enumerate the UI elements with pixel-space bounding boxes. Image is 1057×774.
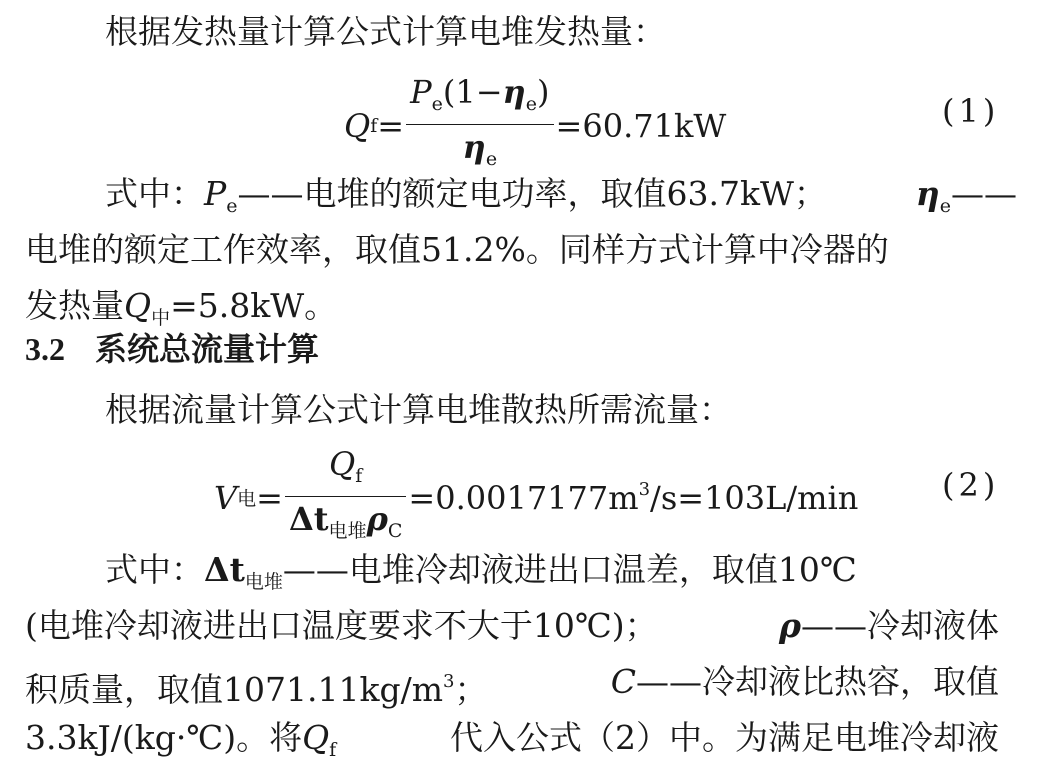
text-temp-diff: ——电堆冷却液进出口温差，取值10℃ bbox=[282, 550, 857, 589]
eq2-sub-dian: 电 bbox=[237, 488, 257, 510]
sub-diandui: 电堆 bbox=[244, 571, 283, 593]
eq1-sub-e: e bbox=[431, 93, 443, 115]
eq1-sub-e2: e bbox=[525, 93, 538, 115]
sub-zhong: 中 bbox=[151, 307, 171, 329]
equation-1 bbox=[344, 74, 726, 177]
symbol-rho: ρ bbox=[779, 606, 801, 645]
section-title: 系统总流量计算 bbox=[95, 330, 320, 368]
text-efficiency: 电堆的额定工作效率，取值51.2%。同样方式计算中冷器的 bbox=[25, 230, 889, 269]
text-semicolon: ； bbox=[454, 670, 488, 709]
sub-f: f bbox=[329, 739, 337, 761]
paragraph-line-10 bbox=[0, 604, 1057, 648]
eq2-denominator bbox=[285, 497, 406, 549]
paragraph-line-1 bbox=[0, 10, 1057, 54]
symbol-Q-zhong: Q bbox=[124, 286, 152, 325]
eq1-equals: = bbox=[377, 106, 405, 145]
text-line12-lead bbox=[25, 716, 336, 772]
symbol-C: C bbox=[610, 662, 636, 701]
eq1-symbol-eta: η bbox=[502, 73, 526, 111]
eq1-den-eta: η bbox=[462, 128, 486, 166]
text-coolant-density-label: ——冷却液体 bbox=[801, 606, 999, 645]
text-density-value: 积质量，取值1071.11kg/m bbox=[25, 670, 443, 709]
eq1-result: =60.71kW bbox=[555, 106, 727, 145]
eq2-fraction bbox=[285, 446, 406, 549]
text-line11-lead bbox=[25, 660, 487, 712]
text-specific-heat: ——冷却液比热容，取值 bbox=[636, 662, 999, 701]
eq1-symbol-Q: Q bbox=[344, 106, 371, 145]
eq2-result-tail: /s=103L/min bbox=[650, 478, 859, 517]
symbol-P: P bbox=[204, 174, 227, 213]
eq1-den-sub-e: e bbox=[485, 148, 498, 170]
eq2-result-sup: 3 bbox=[638, 478, 651, 500]
paragraph-line-3 bbox=[0, 172, 1057, 228]
text-shizhong-1: 式中： bbox=[105, 174, 204, 213]
sup-3: 3 bbox=[443, 671, 455, 692]
sub-e-eta: e bbox=[939, 195, 951, 217]
eq2-symbol-Q: Q bbox=[329, 445, 356, 483]
text-line11-tail bbox=[611, 660, 999, 712]
eq1-denominator bbox=[459, 125, 502, 177]
eq1-fraction bbox=[406, 74, 553, 177]
paragraph-line-7 bbox=[0, 388, 1057, 432]
symbol-Q-f: Q bbox=[302, 718, 330, 757]
eq1-paren-close: ) bbox=[537, 73, 550, 111]
eq1-symbol-P: P bbox=[410, 73, 432, 111]
text-intro-heat: 根据发热量计算公式计算电堆发热量： bbox=[105, 12, 666, 51]
text-dash: —— bbox=[951, 174, 1017, 213]
text-line3-tail bbox=[916, 172, 1017, 228]
paragraph-line-12 bbox=[0, 716, 1057, 772]
sub-e: e bbox=[226, 195, 238, 217]
text-heat-amount: 发热量 bbox=[25, 286, 124, 325]
text-rated-power: ——电堆的额定电功率，取值63.7kW； bbox=[237, 174, 827, 213]
paragraph-line-11 bbox=[0, 660, 1057, 712]
text-heat-capacity-value: 3.3kJ/(kg·℃)。将 bbox=[25, 718, 303, 757]
eq1-numerator bbox=[406, 74, 553, 124]
text-temp-requirement: (电堆冷却液进出口温度要求不大于10℃)； bbox=[25, 606, 658, 645]
text-line9 bbox=[105, 548, 857, 604]
text-line3-lead bbox=[105, 172, 827, 228]
text-substitute: 代入公式（2）中。为满足电堆冷却液 bbox=[450, 718, 999, 757]
section-heading bbox=[25, 327, 319, 371]
equation-2 bbox=[214, 446, 858, 549]
eq2-result bbox=[408, 479, 858, 517]
text-intro-flow: 根据流量计算公式计算电堆散热所需流量： bbox=[105, 390, 732, 429]
eq2-equals: = bbox=[256, 478, 283, 517]
text-line10-tail bbox=[779, 604, 999, 648]
equation-2-number: (2) bbox=[942, 466, 1000, 504]
paragraph-line-9 bbox=[0, 548, 1057, 604]
eq2-symbol-V: V bbox=[214, 478, 238, 517]
equation-1-number: (1) bbox=[942, 92, 1000, 130]
eq1-sub-f: f bbox=[370, 114, 378, 137]
eq2-sub-C: C bbox=[387, 520, 403, 542]
symbol-delta-t: Δt bbox=[204, 550, 245, 589]
section-number: 3.2 bbox=[25, 331, 65, 367]
eq2-result-main: =0.0017177m bbox=[408, 478, 639, 517]
eq2-numerator bbox=[325, 446, 366, 496]
eq2-sub-f: f bbox=[355, 465, 363, 487]
eq2-delta-t: Δt bbox=[288, 500, 329, 538]
eq2-sub-diandui: 电堆 bbox=[328, 520, 367, 542]
symbol-eta: η bbox=[915, 174, 940, 213]
paragraph-line-4 bbox=[0, 228, 1057, 272]
eq1-paren-open: (1− bbox=[442, 73, 503, 111]
eq2-rho: ρ bbox=[366, 500, 388, 538]
text-5-8kw: =5.8kW。 bbox=[170, 286, 338, 325]
text-shizhong-2: 式中： bbox=[105, 550, 204, 589]
